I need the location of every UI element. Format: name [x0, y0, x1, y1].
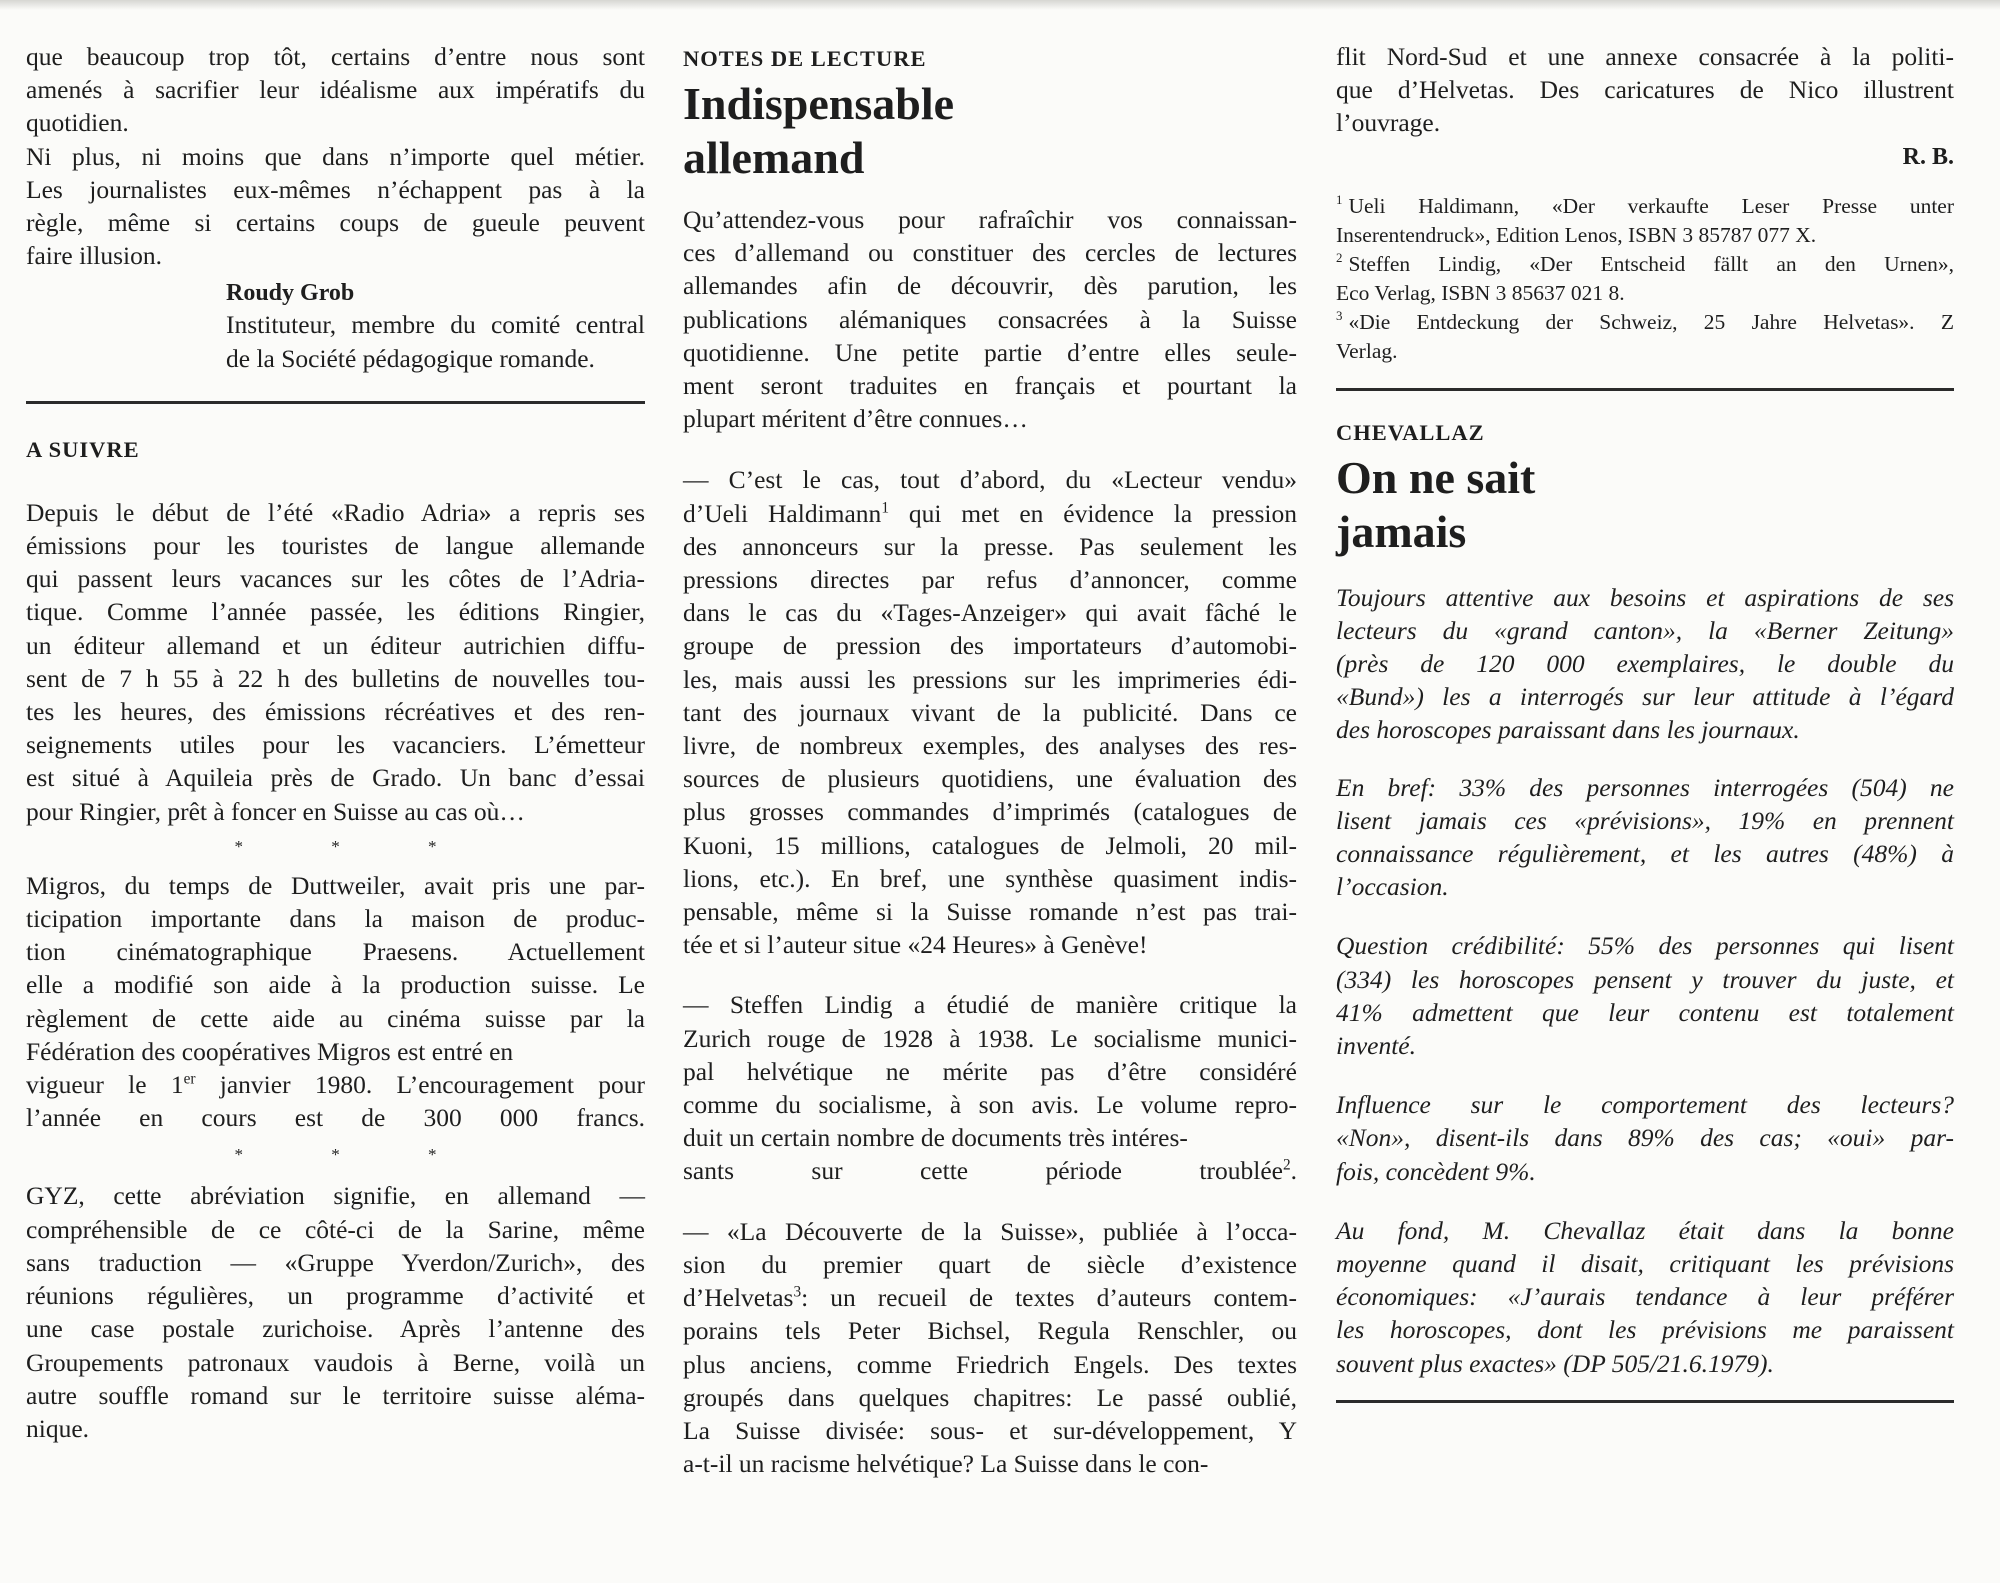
- text-line: [26, 1068, 645, 1101]
- paragraph-lines: [683, 530, 1297, 962]
- text-line: Groupements patronaux vaudois à Berne, voilà un: [26, 1347, 645, 1377]
- text-line: ces d’allemand ou constituer des cercles de lectures: [683, 238, 1297, 268]
- text-line: tes les heures, des émissions récréatives et des ren-: [26, 697, 645, 727]
- text-line: plus anciens, comme Friedrich Engels. Des textes: [683, 1349, 1297, 1379]
- text-line: pressions directes par refus d’annoncer, comme: [683, 565, 1297, 595]
- footnote-line: [1336, 250, 1954, 279]
- text-line: des annonceurs sur la presse. Pas seulement les: [683, 531, 1297, 561]
- paragraph-lines: [26, 869, 645, 1068]
- text-line: dans le cas du «Tages-Anzeiger» qui avait fâché le: [683, 598, 1297, 628]
- text-line: l’occasion.: [1336, 872, 1449, 902]
- headline-line: On ne sait: [1336, 451, 1536, 503]
- text-line: sion du premier quart de siècle d’existence: [683, 1249, 1297, 1279]
- text-line: Depuis le début de l’été «Radio Adria» a repris ses: [26, 497, 645, 527]
- paragraph-lines: [683, 988, 1297, 1154]
- footnote-text: Inserentendruck», Edition Lenos, ISBN 3 85787 077 X.: [1336, 222, 1817, 247]
- text-line: les horoscopes, dont les prévisions me paraissent: [1336, 1315, 1954, 1345]
- text-line: Les journalistes eux-mêmes n’échappent pas à la: [26, 174, 645, 204]
- text-line: règle, même si certains coups de gueule peuvent: [26, 208, 645, 238]
- text-line: fois, concèdent 9%.: [1336, 1156, 1536, 1186]
- text-line: pensable, même si la Suisse romande n’est pas trai-: [683, 897, 1297, 927]
- text-line: est situé à Aquileia près de Grado. Un banc d’essai: [26, 763, 645, 793]
- text-line: flit Nord-Sud et une annexe consacrée à la politi-: [1336, 42, 1954, 71]
- text-line: faire illusion.: [26, 241, 162, 271]
- text-line: Qu’attendez-vous pour rafraîchir vos connaissan-: [683, 205, 1297, 234]
- text-fragment: sants sur cette période troublée: [683, 1156, 1283, 1186]
- text-line: En bref: 33% des personnes interrogées (504) ne: [1336, 772, 1954, 802]
- footnote-line: [1336, 308, 1954, 337]
- signature: [226, 278, 645, 374]
- section-label: A SUIVRE: [26, 436, 140, 462]
- text-line: ment seront traduites en français et pourtant la: [683, 371, 1297, 401]
- text-line: pal helvétique ne mérite pas d’être considéré: [683, 1056, 1297, 1086]
- text-line: sans traduction — «Gruppe Yverdon/Zurich», des: [26, 1247, 645, 1277]
- paragraph-influence: [1336, 1088, 1954, 1188]
- text-line: groupe de pression des importateurs d’automobi-: [683, 631, 1297, 661]
- text-line: l’année en cours est de 300 000 francs.: [26, 1103, 645, 1133]
- paragraph-en-bref: [1336, 771, 1954, 904]
- footnote-number: 1: [1336, 193, 1343, 208]
- text-line: — «La Découverte de la Suisse», publiée à l’occa-: [683, 1216, 1297, 1246]
- text-line: des horoscopes paraissant dans les journaux.: [1336, 715, 1800, 745]
- text-line: Zurich rouge de 1928 à 1938. Le socialisme munici-: [683, 1023, 1297, 1053]
- text-line: un éditeur allemand et un éditeur autrichien diffu-: [26, 630, 645, 660]
- intro-paragraph: [26, 40, 645, 272]
- headline-line: Indispensable: [683, 78, 955, 129]
- footnote-ref: 2: [1282, 1156, 1291, 1174]
- text-line: lecteurs du «grand canton», la «Berner Zeitung»: [1336, 615, 1954, 645]
- text-line: sources de plusieurs quotidiens, une évaluation des: [683, 764, 1297, 794]
- text-line: Toujours attentive aux besoins et aspirations de ses: [1336, 582, 1954, 612]
- separator: * * *: [234, 836, 479, 856]
- footnote-line: [1336, 279, 1954, 308]
- paragraph-migros: [26, 869, 645, 1135]
- signature-name: Roudy Grob: [226, 280, 355, 307]
- footnote: [1336, 250, 1954, 308]
- kicker: NOTES DE LECTURE: [683, 46, 927, 71]
- text-line: 41% admettent que leur contenu est totalement: [1336, 997, 1954, 1027]
- footnote-line: [1336, 192, 1954, 221]
- text-line: plupart méritent d’être connues…: [683, 404, 1028, 434]
- footnote-text: Steffen Lindig, «Der Entscheid fällt an den Urnen»,: [1348, 251, 1954, 276]
- text-line: lions, etc.). En bref, une synthèse quasiment indis-: [683, 863, 1297, 893]
- paragraph-lines: [683, 1314, 1297, 1480]
- text-line: Au fond, M. Chevallaz était dans la bonne: [1336, 1215, 1954, 1245]
- paragraph-lecteur-vendu: [683, 463, 1297, 961]
- text-line: [683, 1281, 1297, 1314]
- text-line: seignements utiles pour les vacanciers. L’émetteur: [26, 730, 645, 760]
- text-line: publications alémaniques consacrées à la Suisse: [683, 304, 1297, 334]
- paragraph-lindig: [683, 988, 1297, 1187]
- paragraph-decouverte: [683, 1215, 1297, 1481]
- text-line: Kuoni, 15 millions, catalogues de Jelmoli, 20 mil-: [683, 830, 1297, 860]
- text-line: Influence sur le comportement des lecteurs?: [1336, 1090, 1954, 1120]
- section-divider: [1336, 1400, 1954, 1403]
- text-line: tant des journaux vivant de la publicité. Dans ce: [683, 697, 1297, 727]
- text-line: quotidienne. Une petite partie d’entre elles seule-: [683, 337, 1297, 367]
- text-line: pour Ringier, prêt à foncer en Suisse au cas où…: [26, 796, 525, 826]
- text-line: que d’Helvetas. Des caricatures de Nico illustrent: [1336, 75, 1954, 105]
- author-initials: R. B.: [1902, 143, 1954, 170]
- text-line: qui passent leurs vacances sur les côtes de l’Adria-: [26, 564, 645, 594]
- text-line: souvent plus exactes» (DP 505/21.6.1979).: [1336, 1348, 1774, 1378]
- text-line: (près de 120 000 exemplaires, le double du: [1336, 649, 1954, 679]
- text-line: réunions régulières, un programme d’activité et: [26, 1281, 645, 1311]
- footnote-text: Eco Verlag, ISBN 3 85637 021 8.: [1336, 280, 1625, 305]
- text-line: Fédération des coopératives Migros est entré en: [26, 1036, 514, 1066]
- text-line: ticipation importante dans la maison de produc-: [26, 904, 645, 934]
- text-line: une case postale zurichoise. Après l’antenne des: [26, 1314, 645, 1344]
- text-line: règlement de cette aide au cinéma suisse par la: [26, 1003, 645, 1033]
- text-line: a-t-il un racisme helvétique? La Suisse dans le con-: [683, 1449, 1209, 1479]
- text-line: Migros, du temps de Duttweiler, avait pris une par-: [26, 870, 645, 900]
- separator: * * *: [234, 1145, 479, 1165]
- text-line: de la Société pédagogique romande.: [226, 343, 595, 373]
- text-line: porains tels Peter Bichsel, Regula Renschler, ou: [683, 1316, 1297, 1346]
- text-line: sent de 7 h 55 à 22 h des bulletins de nouvelles tou-: [26, 663, 645, 693]
- text-line: autre souffle romand sur le territoire suisse aléma-: [26, 1380, 645, 1410]
- section-divider: [26, 401, 645, 404]
- text-line: amenés à sacrifier leur idéalisme aux impératifs du: [26, 75, 645, 105]
- text-line: GYZ, cette abréviation signifie, en allemand —: [26, 1181, 645, 1211]
- paragraph-lines: [26, 1101, 645, 1134]
- text-fragment: d’Helvetas: [683, 1283, 794, 1313]
- paragraph-radio-adria: [26, 496, 645, 828]
- footnote-line: [1336, 221, 1954, 250]
- text-fragment: .: [1290, 1156, 1297, 1186]
- text-line: que beaucoup trop tôt, certains d’entre nous sont: [26, 42, 645, 71]
- text-line: quotidien.: [26, 108, 129, 138]
- text-line: [683, 1154, 1297, 1187]
- paragraph-au-fond: [1336, 1214, 1954, 1380]
- scan-top-edge: [0, 0, 2000, 10]
- text-line: moyenne quand il disait, critiquant les prévisions: [1336, 1249, 1954, 1279]
- text-line: tion cinématographique Praesens. Actuellement: [26, 937, 645, 967]
- footnotes: [1336, 192, 1954, 366]
- footnote-ref: 1: [881, 499, 889, 517]
- footnote-number: 3: [1336, 309, 1343, 324]
- text-fragment: vigueur le 1: [26, 1070, 184, 1100]
- text-line: émissions pour les touristes de langue allemande: [26, 531, 645, 561]
- footnote-text: «Die Entdeckung der Schweiz, 25 Jahre Helvetas». Z: [1348, 309, 1954, 334]
- text-line: tique. Comme l’année passée, les éditions Ringier,: [26, 597, 645, 627]
- section-divider: [1336, 388, 1954, 391]
- text-line: Question crédibilité: 55% des personnes qui lisent: [1336, 931, 1954, 961]
- text-line: [683, 497, 1297, 530]
- text-line: — Steffen Lindig a étudié de manière critique la: [683, 990, 1297, 1020]
- text-fragment: janvier 1980. L’encouragement pour: [195, 1070, 645, 1100]
- footnote-ref: 3: [793, 1283, 802, 1301]
- continued-paragraph: [1336, 40, 1954, 140]
- paragraph-gyz: [26, 1179, 645, 1445]
- footnote: [1336, 192, 1954, 250]
- text-line: nique.: [26, 1413, 90, 1443]
- text-line: l’ouvrage.: [1336, 108, 1441, 138]
- headline: [683, 77, 1297, 185]
- text-line: «Bund») les a interrogés sur leur attitude à l’égard: [1336, 682, 1954, 712]
- text-line: les, mais aussi les pressions sur les imprimeries édi-: [683, 664, 1297, 694]
- text-line: La Suisse divisée: sous- et sur-développement, Y: [683, 1415, 1297, 1445]
- footnote: [1336, 308, 1954, 366]
- footnote-text: Ueli Haldimann, «Der verkaufte Leser Presse unter: [1348, 193, 1954, 218]
- text-line: «Non», disent-ils dans 89% des cas; «oui» par-: [1336, 1123, 1954, 1153]
- text-fragment: d’Ueli Haldimann: [683, 498, 882, 528]
- text-fragment: : un recueil de textes d’auteurs contem-: [801, 1283, 1297, 1313]
- text-line: allemandes afin de découvrir, dès parution, les: [683, 271, 1297, 301]
- text-line: Instituteur, membre du comité central: [226, 310, 645, 340]
- column-right: [1336, 40, 1954, 1403]
- text-fragment: qui met en évidence la pression: [888, 498, 1297, 528]
- text-line: lisent jamais ces «prévisions», 19% en prennent: [1336, 805, 1954, 835]
- text-line: économiques: «J’aurais tendance à leur préférer: [1336, 1282, 1954, 1312]
- paragraph-credibilite: [1336, 929, 1954, 1062]
- superscript: er: [183, 1070, 196, 1088]
- text-line: comme du socialisme, à son avis. Le volume repro-: [683, 1090, 1297, 1120]
- footnote-line: [1336, 337, 1954, 366]
- text-line: compréhensible de ce côté-ci de la Sarine, même: [26, 1214, 645, 1244]
- text-line: (334) les horoscopes pensent y trouver du juste, et: [1336, 964, 1954, 994]
- headline: [1336, 451, 1954, 559]
- text-line: groupés dans quelques chapitres: Le passé oublié,: [683, 1382, 1297, 1412]
- headline-line: allemand: [683, 132, 865, 183]
- text-line: — C’est le cas, tout d’abord, du «Lecteur vendu»: [683, 465, 1297, 495]
- text-line: plus grosses commandes d’imprimés (catalogues de: [683, 797, 1297, 827]
- text-line: tée et si l’auteur situe «24 Heures» à Genève!: [683, 930, 1148, 960]
- kicker: CHEVALLAZ: [1336, 419, 1485, 445]
- signature-role: [226, 308, 645, 374]
- column-left: [26, 40, 645, 1445]
- paragraph-berner-zeitung: [1336, 581, 1954, 747]
- text-line: livre, de nombreux exemples, des analyses des res-: [683, 731, 1297, 761]
- footnote-text: Verlag.: [1336, 338, 1398, 363]
- text-line: elle a modifié son aide à la production suisse. Le: [26, 970, 645, 1000]
- footnote-number: 2: [1336, 251, 1343, 266]
- column-middle: [683, 40, 1297, 1480]
- headline-line: jamais: [1336, 505, 1467, 557]
- text-line: connaissance régulièrement, et les autres (48%) à: [1336, 839, 1954, 869]
- text-line: Ni plus, ni moins que dans n’importe quel métier.: [26, 141, 645, 171]
- text-line: duit un certain nombre de documents très intéres-: [683, 1123, 1188, 1153]
- text-line: inventé.: [1336, 1031, 1416, 1061]
- intro-paragraph: [683, 203, 1297, 435]
